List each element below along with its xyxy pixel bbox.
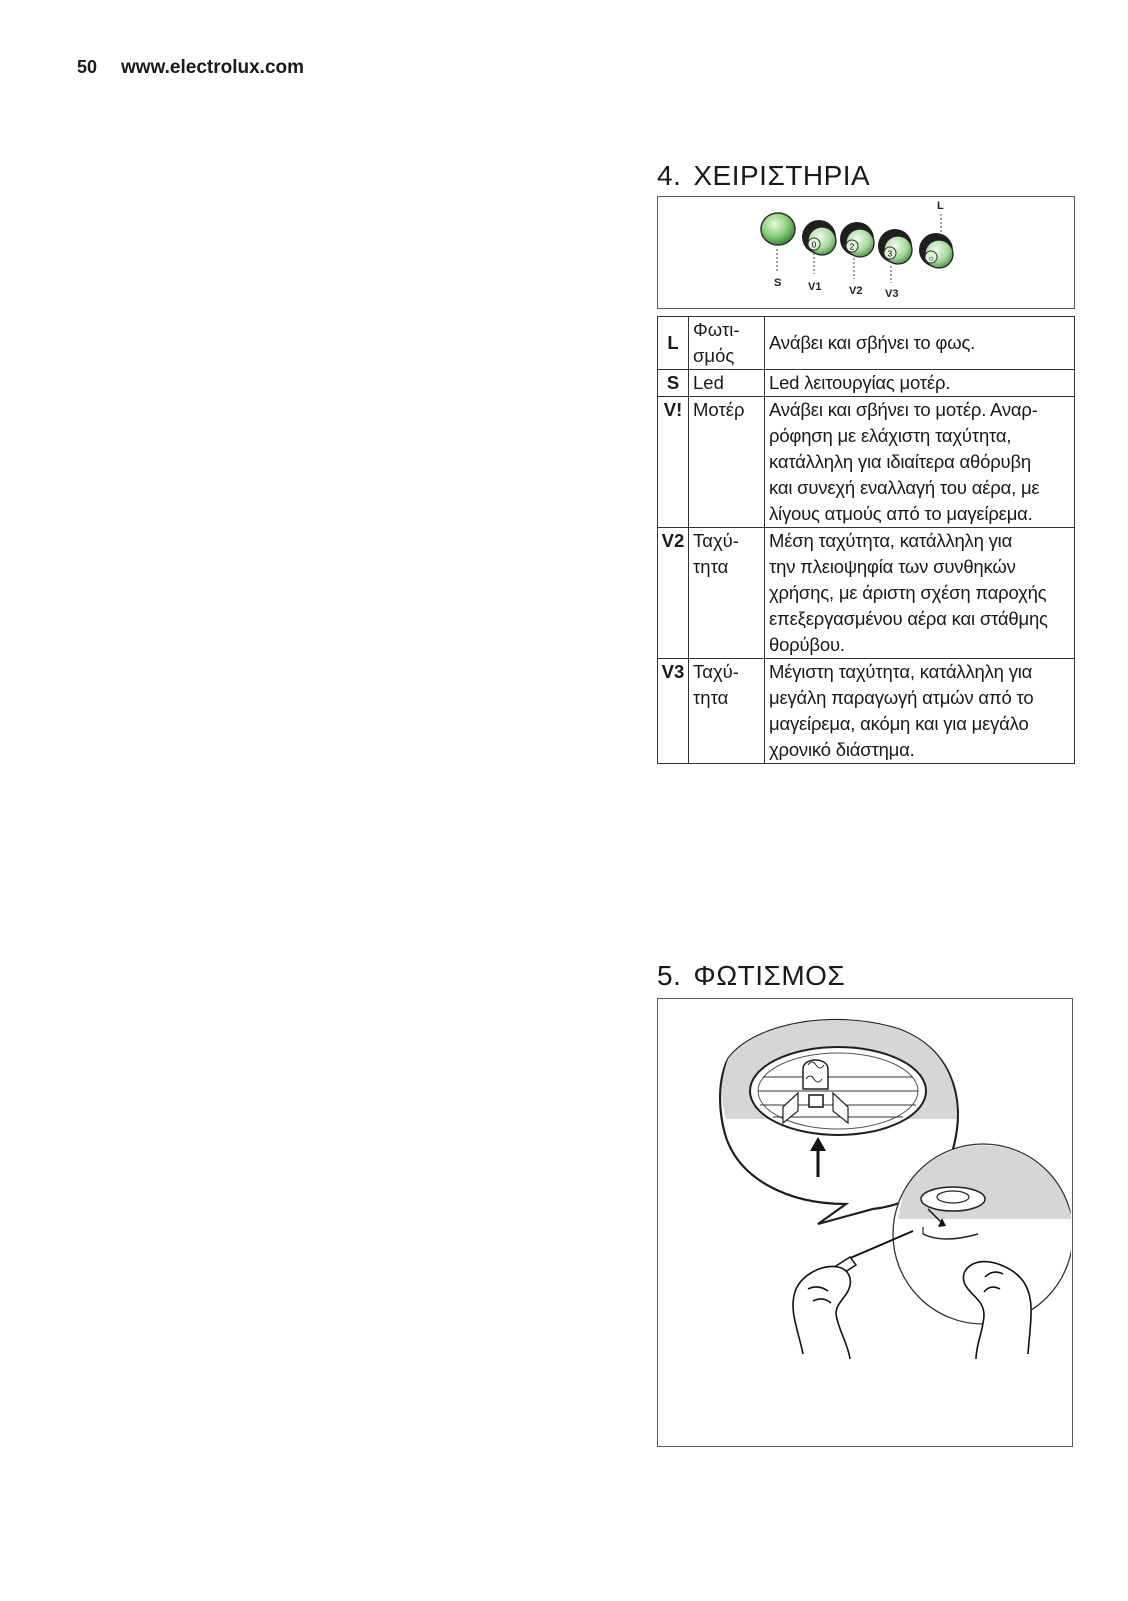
- knob-digit: 0: [811, 240, 817, 250]
- hand-icon: [793, 1266, 850, 1359]
- control-symbol: V!: [658, 397, 689, 528]
- section-title-lighting: [657, 960, 845, 992]
- section-number: 5.: [657, 960, 682, 991]
- label-V1: V1: [808, 281, 822, 293]
- control-function: Ταχύ- τητα: [689, 528, 765, 659]
- site-url: www.electrolux.com: [121, 57, 305, 78]
- control-symbol: S: [658, 370, 689, 397]
- table-row: [658, 397, 1075, 528]
- section-title-controls: [657, 160, 870, 192]
- page-number: 50: [77, 57, 98, 77]
- control-description: Ανάβει και σβήνει το φως.: [765, 317, 1075, 370]
- control-description: Μέση ταχύτητα, κατάλληλη για την πλειοψηφία των συνθηκών χρήσης, με άριστη σχέση παροχής επεξεργασμένου αέρα και στάθμης θορύβου.: [765, 528, 1075, 659]
- control-symbol: V3: [658, 659, 689, 764]
- control-knob-icon: [802, 220, 836, 255]
- section-title-text: ΦΩΤΙΣΜΟΣ: [693, 960, 846, 991]
- control-panel-illustration: [658, 197, 1073, 307]
- lamp-replacement-illustration: [658, 999, 1071, 1445]
- label-S: S: [774, 277, 782, 289]
- section-title-text: ΧΕΙΡΙΣΤΗΡΙΑ: [693, 160, 871, 191]
- control-symbol: L: [658, 317, 689, 370]
- light-symbol: ☼: [927, 253, 935, 263]
- control-knob-icon: [878, 229, 912, 264]
- control-function: Ταχύ- τητα: [689, 659, 765, 764]
- control-function: Led: [689, 370, 765, 397]
- section-number: 4.: [657, 160, 682, 191]
- control-symbol: V2: [658, 528, 689, 659]
- control-description: Μέγιστη ταχύτητα, κατάλληλη για μεγάλη παραγωγή ατμών από το μαγείρεμα, ακόμη και για μεγάλο χρονικό διάστημα.: [765, 659, 1075, 764]
- knob-digit: 3: [887, 249, 893, 259]
- table-row: [658, 370, 1075, 397]
- control-function: Φωτι- σμός: [689, 317, 765, 370]
- knob-digit: 2: [849, 242, 855, 252]
- table-row: [658, 317, 1075, 370]
- label-V3: V3: [885, 288, 899, 300]
- control-knob-icon: [840, 222, 874, 257]
- control-function: Μοτέρ: [689, 397, 765, 528]
- led-indicator-icon: [761, 213, 795, 245]
- label-L: L: [937, 200, 944, 212]
- controls-table: [657, 316, 1075, 764]
- control-knob-icon: [919, 233, 953, 268]
- table-row: [658, 528, 1075, 659]
- controls-figure: [657, 196, 1075, 309]
- label-V2: V2: [849, 285, 863, 297]
- control-description: Led λειτουργίας μοτέρ.: [765, 370, 1075, 397]
- lighting-figure: [657, 998, 1073, 1447]
- table-row: [658, 659, 1075, 764]
- control-description: Ανάβει και σβήνει το μοτέρ. Αναρ- ρόφηση με ελάχιστη ταχύτητα, κατάλληλη για ιδιαίτερα αθόρυβη και συνεχή εναλλαγή του αέρα, με λίγους ατμούς από το μαγείρεμα.: [765, 397, 1075, 528]
